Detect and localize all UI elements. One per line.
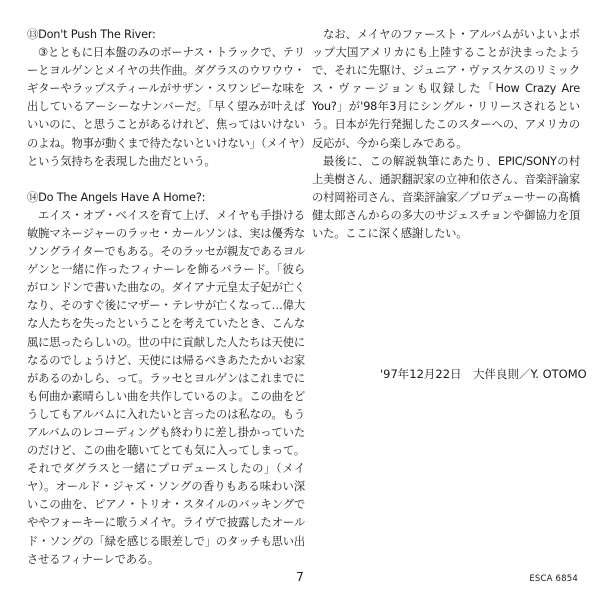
left-column (27, 26, 305, 569)
author-signature: '97年12月22日 大伴良則／Y. OTOMO (380, 367, 587, 381)
track-13-heading: ⑬Don't Push The River: (27, 28, 156, 41)
acknowledgements-paragraph: 最後に、この解説執筆にあたり、EPIC/SONYの村上美樹さん、通訳翻訳家の立神和依さん、音楽評論家の村岡裕司さん、音楽評論家／プロデューサーの髙橋健太郎さんからの多大のサジェスチョンや御協力を頂いた。ここに深く感謝したい。 (312, 154, 580, 241)
track-13-body: ③とともに日本盤のみのボーナス・トラックで、テリーとヨルゲンとメイヤの共作曲。ダグラスのウワウウ・ギターやラップスティールがサザン・スワンピーな味を出しているアーシーなナンバーだ。「早く望みが叶えばいいのに、と思うことがあるけれど、焦ってはいけないのよね。物事が動くまで待たないといけない」（メイヤ）という気持ちを表現した曲だという。 (27, 46, 305, 168)
section-spacer (27, 171, 305, 189)
track-14-body: エイス・オブ・ベイスを育て上げ、メイヤも手掛ける敏腕マネージャーのラッセ・カールソンは、実は優秀なソングライターでもある。そのラッセが親友であるヨルゲンと一緒に作ったフィナーレを飾るバラード。「彼らがロンドンで書いた曲なの。ダイアナ元皇太子妃が亡くなり、そのすぐ後にマザー・テレサが亡くなって…偉大な人たちを失ったということを考えていたとき、こんな風に思ったらしいの。世の中に貢献した人たちは天使になるのでしょうけど、天使には帰るべきあたたかいお家があるのかしら、って。ラッセとヨルゲンはこれまでにも何曲か素晴らしい曲を共作しているのよ。この曲をどうしてもアルバムに入れたいと言ったのは私なの。もうアルバムのレコーディングも終わりに差し掛かっていたのだけど、この曲を聴いてとても気に入ってしまって。それでダグラスと一緒にプロデュースしたの」（メイヤ）。オールド・ジャズ・ソングの香りもある味わい深いこの曲を、ピアノ・トリオ・スタイルのバッキングでややフォーキーに歌うメイヤ。ライヴで披露したオールド・ソングの「緑を感じる眼差しで」のタッチも思い出させるフィナーレである。 (27, 208, 305, 566)
page-number: 7 (296, 570, 304, 584)
catalog-number: ESCA 6854 (529, 574, 578, 584)
right-column (312, 26, 580, 243)
track-14-heading: ⑭Do The Angels Have A Home?: (27, 190, 206, 204)
us-release-paragraph: なお、メイヤのファースト・アルバムがいよいよポップ大国アメリカにも上陸することが決まったようで、それに先駆け、ジュニア・ヴァスケスのリミックス・ヴァージョンも収録した「How Crazy Are You?」が'98年3月にシングル・リリースされるという。日本が先行発掘したこのスターへの、アメリカの反応が、今から楽しみである。 (312, 28, 580, 150)
